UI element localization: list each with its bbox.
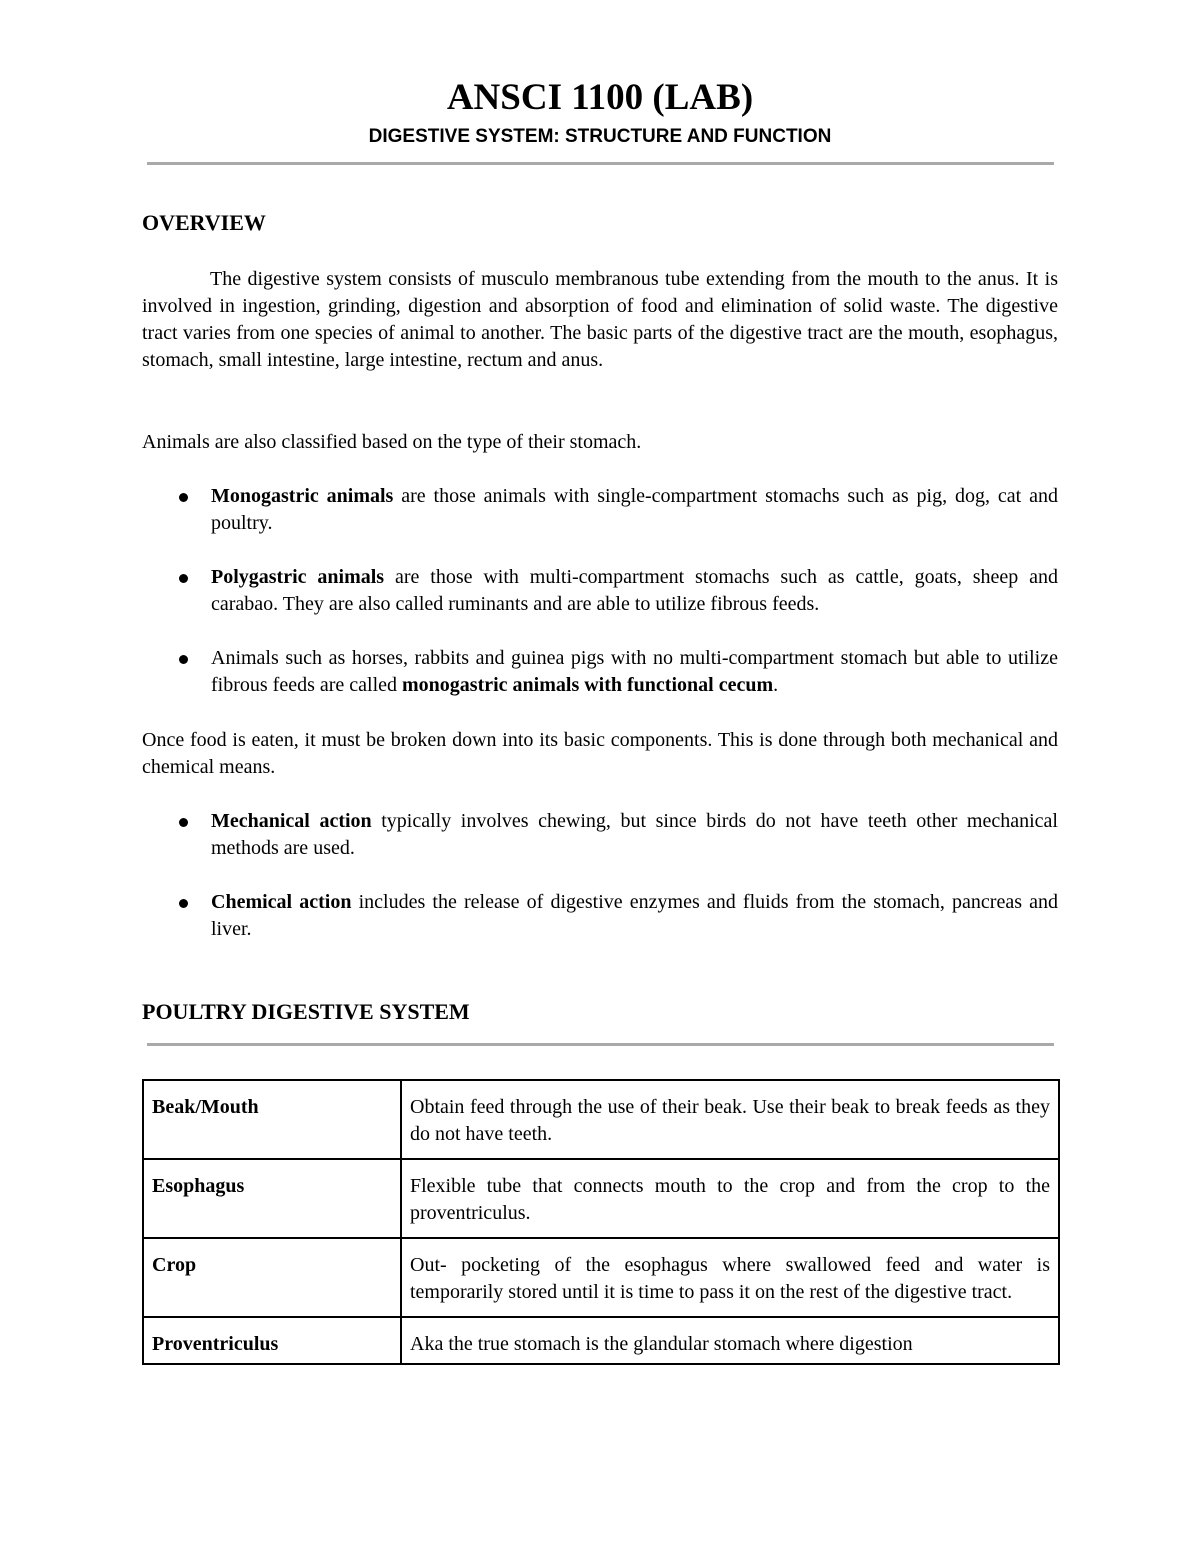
term-polygastric: Polygastric animals (211, 566, 385, 588)
breakdown-intro-paragraph: Once food is eaten, it must be broken down into its basic components. This is done through both mechanical and chemical means. (142, 729, 1058, 778)
table-row (143, 1159, 1059, 1238)
table-row (143, 1080, 1059, 1159)
table-cell-description: Aka the true stomach is the glandular stomach where digestion (401, 1317, 1059, 1364)
table-cell-description: Obtain feed through the use of their beak. Use their beak to break feeds as they do not have teeth. (401, 1080, 1059, 1159)
term-mechanical-action: Mechanical action (211, 810, 372, 832)
term-functional-cecum: monogastric animals with functional cecum (402, 674, 774, 696)
poultry-divider (147, 1043, 1054, 1046)
table-cell-description: Flexible tube that connects mouth to the crop and from the crop to the proventriculus. (401, 1159, 1059, 1238)
overview-heading: OVERVIEW (142, 210, 266, 235)
table-cell-term: Esophagus (143, 1159, 401, 1238)
table-row (143, 1317, 1059, 1364)
definition-polygastric: are those with multi-compartment stomachs such as cattle, goats, sheep and carabao. They are also called ruminants and are able to utilize fibrous feeds. (211, 566, 1058, 615)
poultry-digestive-table (142, 1079, 1060, 1365)
stomach-type-item-polygastric (142, 564, 1058, 618)
bullet-icon (179, 899, 188, 908)
table-row (143, 1238, 1059, 1317)
poultry-heading: POULTRY DIGESTIVE SYSTEM (142, 999, 470, 1024)
page-subtitle: DIGESTIVE SYSTEM: STRUCTURE AND FUNCTION (368, 126, 832, 147)
definition-functional-cecum: Animals such as horses, rabbits and guinea pigs with no multi-compartment stomach but able to utilize fibrous feeds are called (211, 647, 1058, 696)
term-monogastric: Monogastric animals (211, 485, 394, 507)
stomach-type-item-monogastric (142, 483, 1058, 537)
term-chemical-action: Chemical action (211, 891, 352, 913)
table-cell-term: Crop (143, 1238, 401, 1317)
definition-monogastric: are those animals with single-compartment stomachs such as pig, dog, cat and poultry. (211, 485, 1059, 534)
header-divider (147, 162, 1054, 165)
action-item-mechanical (142, 808, 1058, 862)
classification-intro-paragraph: Animals are also classified based on the type of their stomach. (142, 431, 642, 453)
table-cell-description: Out- pocketing of the esophagus where swallowed feed and water is temporarily stored until it is time to pass it on the rest of the digestive tract. (401, 1238, 1059, 1317)
definition-functional-cecum-end: . (773, 674, 779, 696)
bullet-icon (179, 655, 188, 664)
bullet-icon (179, 818, 188, 827)
bullet-icon (179, 574, 188, 583)
overview-intro-paragraph: The digestive system consists of musculo membranous tube extending from the mouth to the anus. It is involved in ingestion, grinding, digestion and absorption of food and elimination of solid waste. The digestive tract varies from one species of animal to another. The basic parts of the digestive tract are the mouth, esophagus, stomach, small intestine, large intestine, rectum and anus. (142, 268, 1058, 371)
action-item-chemical (142, 889, 1058, 943)
page-title: ANSCI 1100 (LAB) (446, 77, 754, 118)
table-cell-term: Beak/Mouth (143, 1080, 401, 1159)
table-cell-term: Proventriculus (143, 1317, 401, 1364)
definition-chemical-action: includes the release of digestive enzymes and fluids from the stomach, pancreas and liver. (211, 891, 1059, 940)
stomach-type-item-functional-cecum (142, 645, 1058, 699)
definition-mechanical-action: typically involves chewing, but since birds do not have teeth other mechanical methods are used. (211, 810, 1058, 859)
bullet-icon (179, 493, 188, 502)
